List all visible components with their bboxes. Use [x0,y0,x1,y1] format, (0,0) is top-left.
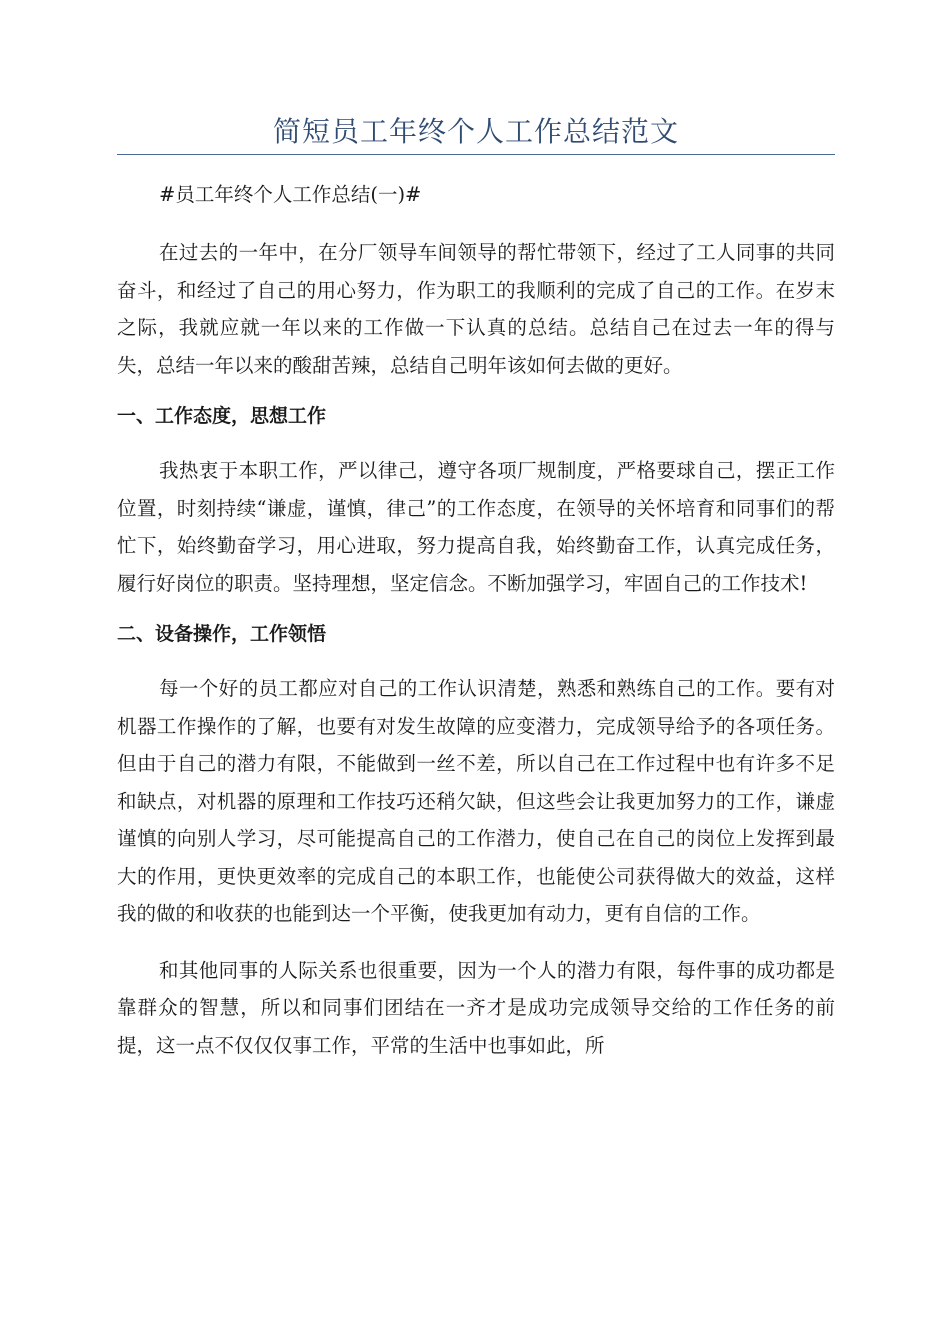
paragraph-intro: 在过去的一年中，在分厂领导车间领导的帮忙带领下，经过了工人同事的共同奋斗，和经过了自己的用心努力，作为职工的我顺利的完成了自己的工作。在岁末之际，我就应就一年以来的工作做一下认真的总结。总结自己在过去一年的得与失，总结一年以来的酸甜苦辣，总结自己明年该如何去做的更好。 [117,241,835,377]
document-title: 简短员工年终个人工作总结范文 [272,115,679,148]
paragraph-equipment-operation: 每一个好的员工都应对自己的工作认识清楚，熟悉和熟练自己的工作。要有对机器工作操作的了解，也要有对发生故障的应变潜力，完成领导给予的各项任务。但由于自己的潜力有限，不能做到一丝不差，所以自己在工作过程中也有许多不足和缺点，对机器的原理和工作技巧还稍欠缺，但这些会让我更加努力的工作，谦虚谨慎的向别人学习，尽可能提高自己的工作潜力，使自己在自己的岗位上发挥到最大的作用，更快更效率的完成自己的本职工作，也能使公司获得做大的效益，这样我的做的和收获的也能到达一个平衡，使我更加有动力，更有自信的工作。 [117,677,835,925]
paragraph-work-attitude: 我热衷于本职工作，严以律己，遵守各项厂规制度，严格要球自己，摆正工作位置，时刻持续“谦虚，谨慎，律己”的工作态度，在领导的关怀培育和同事们的帮忙下，始终勤奋学习，用心进取，努力提高自我，始终勤奋工作，认真完成任务，履行好岗位的职责。坚持理想，坚定信念。不断加强学习，牢固自己的工作技术! [117,459,835,595]
document-page [117,112,835,1064]
section-subtitle: #员工年终个人工作总结(一)# [159,183,422,206]
heading-equipment-operation: 二、设备操作，工作领悟 [117,623,327,645]
paragraph-relationships: 和其他同事的人际关系也很重要，因为一个人的潜力有限，每件事的成功都是靠群众的智慧，所以和同事们团结在一齐才是成功完成领导交给的工作任务的前提，这一点不仅仅仅事工作，平常的生活中也事如此，所 [117,958,835,1057]
heading-work-attitude: 一、工作态度，思想工作 [117,405,327,427]
title-underline [117,154,835,155]
